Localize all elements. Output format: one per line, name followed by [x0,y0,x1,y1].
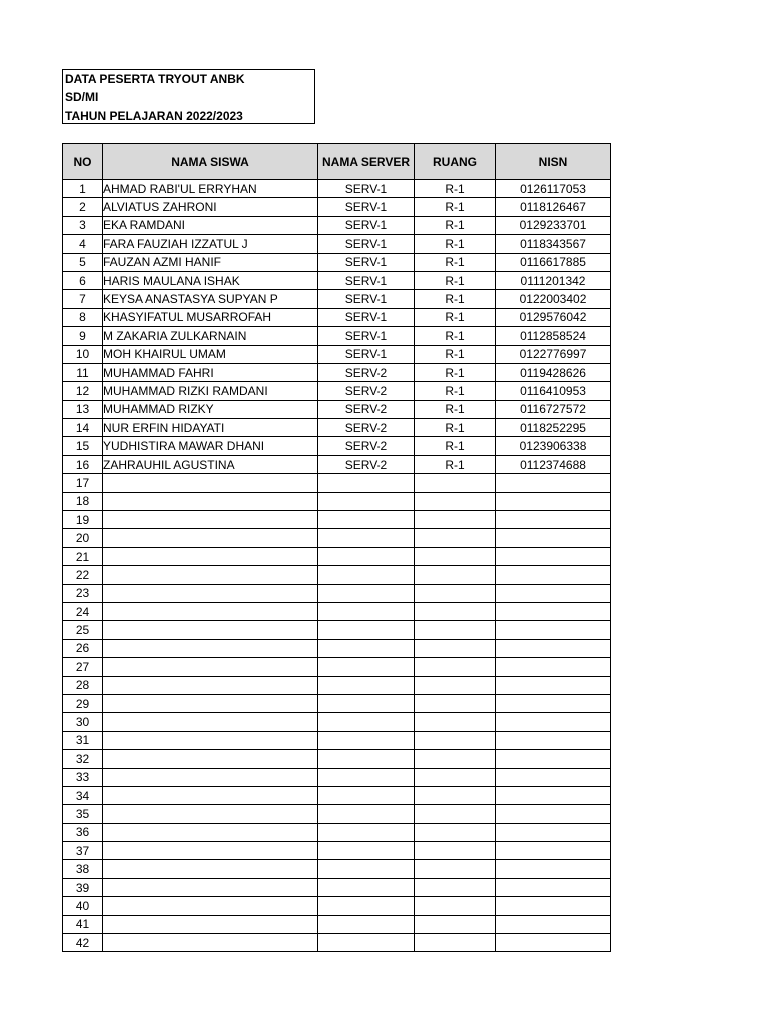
table-row [63,676,611,694]
title-line-3: TAHUN PELAJARAN 2022/2023 [65,108,243,123]
cell-nama-server [318,786,415,804]
cell-nisn [496,658,611,676]
cell-nama-server: SERV-1 [318,271,415,289]
cell-ruang: R-1 [415,345,496,363]
cell-nisn [496,805,611,823]
cell-ruang [415,750,496,768]
cell-nama-server [318,602,415,620]
table-row [63,934,611,952]
cell-nama-siswa [103,860,318,878]
cell-nama-server [318,529,415,547]
cell-nama-siswa [103,676,318,694]
cell-nisn [496,842,611,860]
cell-nisn: 0119428626 [496,363,611,381]
cell-nama-server: SERV-2 [318,382,415,400]
cell-nisn [496,492,611,510]
cell-no: 16 [63,455,103,473]
cell-nisn: 0122003402 [496,290,611,308]
table-row [63,823,611,841]
cell-nisn [496,934,611,952]
table-row [63,290,611,308]
cell-nama-server [318,658,415,676]
cell-nama-server [318,639,415,657]
cell-nama-siswa [103,639,318,657]
cell-nama-server [318,584,415,602]
cell-nama-server: SERV-1 [318,180,415,198]
table-row [63,455,611,473]
table-row [63,382,611,400]
cell-nama-server [318,897,415,915]
cell-nama-siswa: FARA FAUZIAH IZZATUL J [103,235,318,253]
cell-nama-siswa [103,786,318,804]
cell-no: 6 [63,271,103,289]
cell-nisn: 0122776997 [496,345,611,363]
cell-nama-siswa [103,529,318,547]
cell-nama-server: SERV-1 [318,327,415,345]
cell-nama-siswa [103,915,318,933]
cell-nama-siswa [103,934,318,952]
cell-ruang [415,639,496,657]
cell-nisn: 0112374688 [496,455,611,473]
cell-nama-siswa: AHMAD RABI'UL ERRYHAN [103,180,318,198]
cell-nama-siswa: MUHAMMAD RIZKI RAMDANI [103,382,318,400]
cell-nama-siswa: NUR ERFIN HIDAYATI [103,419,318,437]
cell-no: 32 [63,750,103,768]
cell-no: 20 [63,529,103,547]
cell-nama-server [318,805,415,823]
cell-nisn [496,547,611,565]
cell-no: 9 [63,327,103,345]
cell-nama-server: SERV-1 [318,253,415,271]
cell-ruang: R-1 [415,216,496,234]
cell-ruang [415,915,496,933]
title-block [62,69,315,124]
cell-nama-server: SERV-1 [318,308,415,326]
cell-ruang [415,566,496,584]
cell-ruang [415,584,496,602]
cell-nama-siswa [103,511,318,529]
cell-nama-server: SERV-1 [318,216,415,234]
table-row [63,805,611,823]
cell-nama-siswa [103,731,318,749]
cell-no: 35 [63,805,103,823]
cell-nama-server: SERV-2 [318,455,415,473]
cell-ruang [415,547,496,565]
cell-nama-siswa [103,878,318,896]
cell-nama-siswa: FAUZAN AZMI HANIF [103,253,318,271]
table-row [63,327,611,345]
title-line-1: DATA PESERTA TRYOUT ANBK [65,72,245,86]
cell-nama-server [318,860,415,878]
cell-nama-siswa: MOH KHAIRUL UMAM [103,345,318,363]
cell-nisn [496,639,611,657]
cell-nama-siswa: MUHAMMAD FAHRI [103,363,318,381]
table-row [63,492,611,510]
cell-no: 1 [63,180,103,198]
table-row [63,400,611,418]
cell-no: 26 [63,639,103,657]
cell-no: 18 [63,492,103,510]
cell-nisn [496,584,611,602]
cell-nama-siswa [103,474,318,492]
cell-ruang: R-1 [415,235,496,253]
table-header-row [63,144,611,180]
cell-ruang [415,621,496,639]
cell-ruang [415,474,496,492]
cell-no: 27 [63,658,103,676]
cell-no: 24 [63,602,103,620]
column-header-nama-siswa: NAMA SISWA [103,144,318,180]
cell-nama-server [318,474,415,492]
cell-nisn [496,750,611,768]
cell-nama-siswa [103,805,318,823]
cell-nama-siswa [103,897,318,915]
cell-nama-siswa: M ZAKARIA ZULKARNAIN [103,327,318,345]
cell-no: 23 [63,584,103,602]
cell-nama-siswa: MUHAMMAD RIZKY [103,400,318,418]
cell-no: 25 [63,621,103,639]
cell-nama-server [318,768,415,786]
cell-ruang [415,694,496,712]
cell-nisn [496,511,611,529]
table-row [63,363,611,381]
cell-nama-siswa [103,768,318,786]
cell-nisn: 0129576042 [496,308,611,326]
table-row [63,271,611,289]
cell-nisn [496,694,611,712]
cell-nama-siswa: KHASYIFATUL MUSARROFAH [103,308,318,326]
cell-nama-server [318,621,415,639]
cell-nama-siswa [103,750,318,768]
cell-ruang [415,897,496,915]
table-row [63,235,611,253]
cell-nisn: 0126117053 [496,180,611,198]
table-row [63,713,611,731]
table-body [63,180,611,952]
cell-nama-server: SERV-2 [318,400,415,418]
cell-no: 34 [63,786,103,804]
table-row [63,694,611,712]
cell-ruang: R-1 [415,198,496,216]
table-row [63,419,611,437]
cell-nama-server [318,547,415,565]
cell-nama-siswa: KEYSA ANASTASYA SUPYAN P [103,290,318,308]
cell-ruang [415,713,496,731]
cell-nisn [496,713,611,731]
cell-nama-server: SERV-2 [318,437,415,455]
cell-ruang [415,529,496,547]
cell-nama-siswa [103,823,318,841]
table-row [63,529,611,547]
cell-nama-server [318,511,415,529]
cell-nisn: 0112858524 [496,327,611,345]
table-row [63,216,611,234]
table-row [63,639,611,657]
cell-nama-server [318,823,415,841]
table-row [63,915,611,933]
cell-nama-server [318,566,415,584]
cell-no: 12 [63,382,103,400]
cell-no: 3 [63,216,103,234]
cell-ruang [415,658,496,676]
cell-nama-siswa: EKA RAMDANI [103,216,318,234]
column-header-ruang: RUANG [415,144,496,180]
table-row [63,658,611,676]
cell-no: 13 [63,400,103,418]
cell-nama-server [318,934,415,952]
table-row [63,308,611,326]
cell-nama-siswa [103,584,318,602]
cell-ruang: R-1 [415,180,496,198]
cell-ruang: R-1 [415,382,496,400]
cell-ruang: R-1 [415,455,496,473]
cell-nisn: 0118126467 [496,198,611,216]
cell-nama-server: SERV-1 [318,198,415,216]
cell-ruang [415,842,496,860]
cell-nama-siswa [103,842,318,860]
cell-nisn [496,878,611,896]
cell-ruang [415,731,496,749]
cell-nisn [496,860,611,878]
cell-no: 30 [63,713,103,731]
table-row [63,768,611,786]
cell-nisn [496,823,611,841]
cell-nisn [496,768,611,786]
table-row [63,566,611,584]
cell-no: 2 [63,198,103,216]
cell-nama-server [318,676,415,694]
table-row [63,750,611,768]
cell-nisn: 0111201342 [496,271,611,289]
cell-nama-server [318,694,415,712]
cell-nama-siswa: ZAHRAUHIL AGUSTINA [103,455,318,473]
table-row [63,584,611,602]
cell-ruang: R-1 [415,253,496,271]
cell-no: 28 [63,676,103,694]
cell-no: 29 [63,694,103,712]
table-row [63,198,611,216]
cell-nisn [496,474,611,492]
cell-no: 10 [63,345,103,363]
cell-ruang [415,511,496,529]
cell-nama-server [318,915,415,933]
cell-nisn [496,602,611,620]
cell-nama-siswa: YUDHISTIRA MAWAR DHANI [103,437,318,455]
cell-ruang [415,602,496,620]
cell-no: 39 [63,878,103,896]
cell-nama-server: SERV-2 [318,419,415,437]
cell-nama-siswa [103,658,318,676]
cell-ruang: R-1 [415,327,496,345]
cell-nisn [496,566,611,584]
cell-no: 31 [63,731,103,749]
column-header-nisn: NISN [496,144,611,180]
cell-nama-siswa [103,621,318,639]
cell-ruang: R-1 [415,271,496,289]
cell-ruang [415,934,496,952]
cell-no: 8 [63,308,103,326]
cell-nisn: 0116727572 [496,400,611,418]
cell-nama-siswa [103,547,318,565]
cell-nisn [496,897,611,915]
cell-ruang: R-1 [415,308,496,326]
cell-no: 37 [63,842,103,860]
cell-nama-server [318,731,415,749]
cell-nama-server [318,492,415,510]
cell-ruang [415,768,496,786]
cell-nama-siswa [103,566,318,584]
cell-no: 19 [63,511,103,529]
cell-nisn: 0118343567 [496,235,611,253]
cell-nama-server: SERV-1 [318,345,415,363]
cell-nama-server: SERV-2 [318,363,415,381]
column-header-nama-server: NAMA SERVER [318,144,415,180]
cell-ruang: R-1 [415,437,496,455]
cell-ruang [415,805,496,823]
cell-nama-server: SERV-1 [318,235,415,253]
cell-ruang: R-1 [415,419,496,437]
cell-nisn: 0123906338 [496,437,611,455]
cell-nama-siswa [103,492,318,510]
cell-no: 40 [63,897,103,915]
cell-nisn: 0116410953 [496,382,611,400]
cell-nisn: 0118252295 [496,419,611,437]
cell-no: 21 [63,547,103,565]
cell-no: 11 [63,363,103,381]
table-row [63,860,611,878]
cell-nama-siswa [103,713,318,731]
cell-no: 41 [63,915,103,933]
cell-ruang: R-1 [415,290,496,308]
cell-no: 22 [63,566,103,584]
table-row [63,547,611,565]
cell-no: 14 [63,419,103,437]
cell-ruang: R-1 [415,400,496,418]
cell-nama-server [318,878,415,896]
cell-nisn: 0116617885 [496,253,611,271]
cell-nama-server [318,842,415,860]
cell-nisn [496,786,611,804]
table-row [63,731,611,749]
cell-nisn [496,731,611,749]
table-row [63,253,611,271]
cell-no: 15 [63,437,103,455]
cell-no: 42 [63,934,103,952]
table-row [63,511,611,529]
cell-no: 33 [63,768,103,786]
table-row [63,345,611,363]
table-row [63,897,611,915]
cell-nama-siswa: ALVIATUS ZAHRONI [103,198,318,216]
cell-no: 4 [63,235,103,253]
cell-ruang: R-1 [415,363,496,381]
cell-no: 17 [63,474,103,492]
cell-ruang [415,823,496,841]
table-row [63,474,611,492]
cell-no: 5 [63,253,103,271]
cell-nisn: 0129233701 [496,216,611,234]
cell-ruang [415,786,496,804]
cell-nisn [496,915,611,933]
title-line-2: SD/MI [65,90,99,105]
cell-no: 38 [63,860,103,878]
table-row [63,786,611,804]
cell-ruang [415,860,496,878]
cell-nama-server [318,713,415,731]
cell-no: 7 [63,290,103,308]
cell-ruang [415,492,496,510]
cell-ruang [415,676,496,694]
cell-nama-siswa [103,694,318,712]
table-row [63,437,611,455]
table-row [63,842,611,860]
cell-nama-siswa: HARIS MAULANA ISHAK [103,271,318,289]
cell-nama-server [318,750,415,768]
cell-ruang [415,878,496,896]
cell-nama-siswa [103,602,318,620]
cell-no: 36 [63,823,103,841]
table-row [63,878,611,896]
cell-nisn [496,529,611,547]
table-row [63,180,611,198]
table-row [63,621,611,639]
table-row [63,602,611,620]
cell-nisn [496,621,611,639]
cell-nama-server: SERV-1 [318,290,415,308]
cell-nisn [496,676,611,694]
participants-table [62,143,611,952]
column-header-no: NO [63,144,103,180]
